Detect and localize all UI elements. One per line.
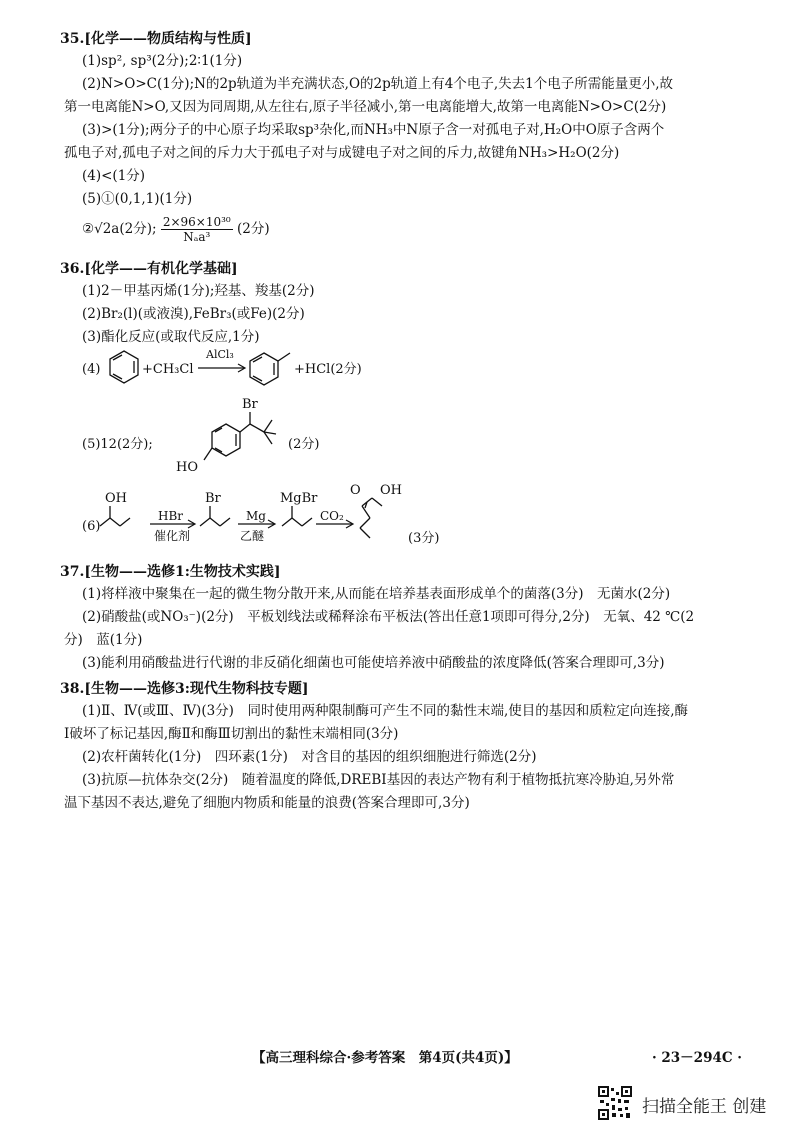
exam-code: · 23－294C · [652,1050,743,1066]
s36-line-3: (3)酯化反应(或取代反应,1分) [82,329,260,345]
s35-line-8 [82,214,270,244]
section-37-title: 37.[生物——选修1:生物技术实践] [60,564,281,580]
s37-line-1: (1)将样液中聚集在一起的微生物分散开来,从而能在培养基表面形成单个的菌落(3分) 无菌水(2分) [82,586,671,602]
item-5-tail: (2分) [288,437,320,452]
s35-line-1: (1)sp², sp³(2分);2∶1(1分) [82,53,243,69]
s35-line-4: (3)>(1分);两分子的中心原子均采取sp³杂化,而NH₃中N原子含一对孤电子对,H₂O中O原子含两个 [82,122,665,138]
item-6-ether: 乙醚 [240,529,265,543]
s38-line-5: 温下基因不表达,避免了细胞内物质和能量的浪费(答案合理即可,3分) [64,795,470,811]
s35-line-6: (4)<(1分) [82,168,146,184]
s35-line-5: 孤电子对,孤电子对之间的斥力大于孤电子对与成键电子对之间的斥力,故键角NH₃>H₂O(2分) [64,145,620,161]
s38-line-3: (2)农杆菌转化(1分) 四环素(1分) 对含目的基因的组织细胞进行筛选(2分) [82,749,537,765]
scanner-watermark [598,1086,788,1120]
reaction-4-catalyst: AlCl₃ [206,348,234,361]
item-5-svg [80,396,340,474]
s36-item-6 [80,482,500,554]
section-35-title: 35.[化学——物质结构与性质] [60,31,252,47]
item-6-svg [80,482,500,554]
s38-line-1: (1)Ⅱ、Ⅳ(或Ⅲ、Ⅳ)(3分) 同时使用两种限制酶可产生不同的黏性末端,使目的基因和质粒定向连接,酶 [82,703,689,719]
item-5-ho-label: HO [176,460,198,475]
s35-line-7: (5)①(0,1,1)(1分) [82,191,193,207]
reaction-4-reagent: +CH₃Cl [142,362,194,377]
s36-item-5 [80,396,340,474]
s35-line-8-part-a: ②√2a(2分); [82,221,157,237]
watermark-text: 扫描全能王 创建 [642,1097,767,1117]
item-6-oh-label: OH [105,491,127,506]
reaction-4-label: (4) [82,362,101,377]
s35-line-8-part-b: (2分) [237,221,270,237]
item-6-mgbr-label: MgBr [280,491,318,506]
fraction-denominator: Nₐa³ [183,230,211,244]
s36-line-2: (2)Br₂(l)(或液溴),FeBr₃(或Fe)(2分) [82,306,305,322]
s35-line-2: (2)N>O>C(1分);N的2p轨道为半充满状态,O的2p轨道上有4个电子,失去1个电子所需能量更小,故 [82,76,674,92]
toluene-structure [250,353,290,385]
s35-line-3: 第一电离能N>O,又因为同周期,从左往右,原子半径减小,第一电离能增大,故第一电离能N>O>C(2分) [64,99,667,115]
page-footer: 【高三理科综合·参考答案 第4页(共4页)】 [252,1050,518,1066]
benzene-ring [110,351,138,383]
butanol-structure [100,506,130,526]
bromo-phenol-structure [204,412,276,460]
grignard-structure [282,506,312,526]
fraction-numerator: 2×96×10³⁰ [162,215,231,229]
qr-code-icon [598,1086,632,1120]
item-6-mg: Mg [246,509,266,523]
s37-line-3: 分) 蓝(1分) [64,632,143,648]
s37-line-4: (3)能利用硝酸盐进行代谢的非反硝化细菌也可能使培养液中硝酸盐的浓度降低(答案合理即可,3分) [82,655,665,671]
bromobutane-structure [200,506,230,526]
item-6-catalyst: 催化剂 [154,529,191,543]
s38-line-4: (3)抗原—抗体杂交(2分) 随着温度的降低,DREBI基因的表达产物有利于植物抵抗寒冷胁迫,另外常 [82,772,675,788]
density-fraction [161,215,233,244]
s36-line-1: (1)2－甲基丙烯(1分);羟基、羧基(2分) [82,283,315,299]
reaction-4-tail: +HCl(2分) [294,362,362,377]
s36-reaction-4 [80,344,440,392]
item-5-label: (5)12(2分); [82,437,153,452]
item-6-label: (6) [82,519,101,534]
s37-line-2: (2)硝酸盐(或NO₃⁻)(2分) 平板划线法或稀释涂布平板法(答出任意1项即可得分,2分) 无氧、42 ℃(2 [82,609,695,625]
item-6-tail: (3分) [408,531,440,546]
item-6-br-label: Br [205,491,221,506]
item-6-co2: CO₂ [320,509,344,523]
s38-line-2: Ⅰ破坏了标记基因,酶Ⅱ和酶Ⅲ切割出的黏性末端相同(3分) [64,726,399,742]
reaction-4-arrow [198,364,245,372]
section-36-title: 36.[化学——有机化学基础] [60,261,238,277]
item-6-oh2-label: OH [380,483,402,498]
item-5-br-label: Br [242,397,258,412]
methylbutanoic-acid-structure [360,498,382,538]
reaction-4-svg [80,344,440,392]
item-6-hbr: HBr [158,509,184,523]
item-6-o-label: O [350,483,361,498]
section-38-title: 38.[生物——选修3:现代生物科技专题] [60,681,309,697]
